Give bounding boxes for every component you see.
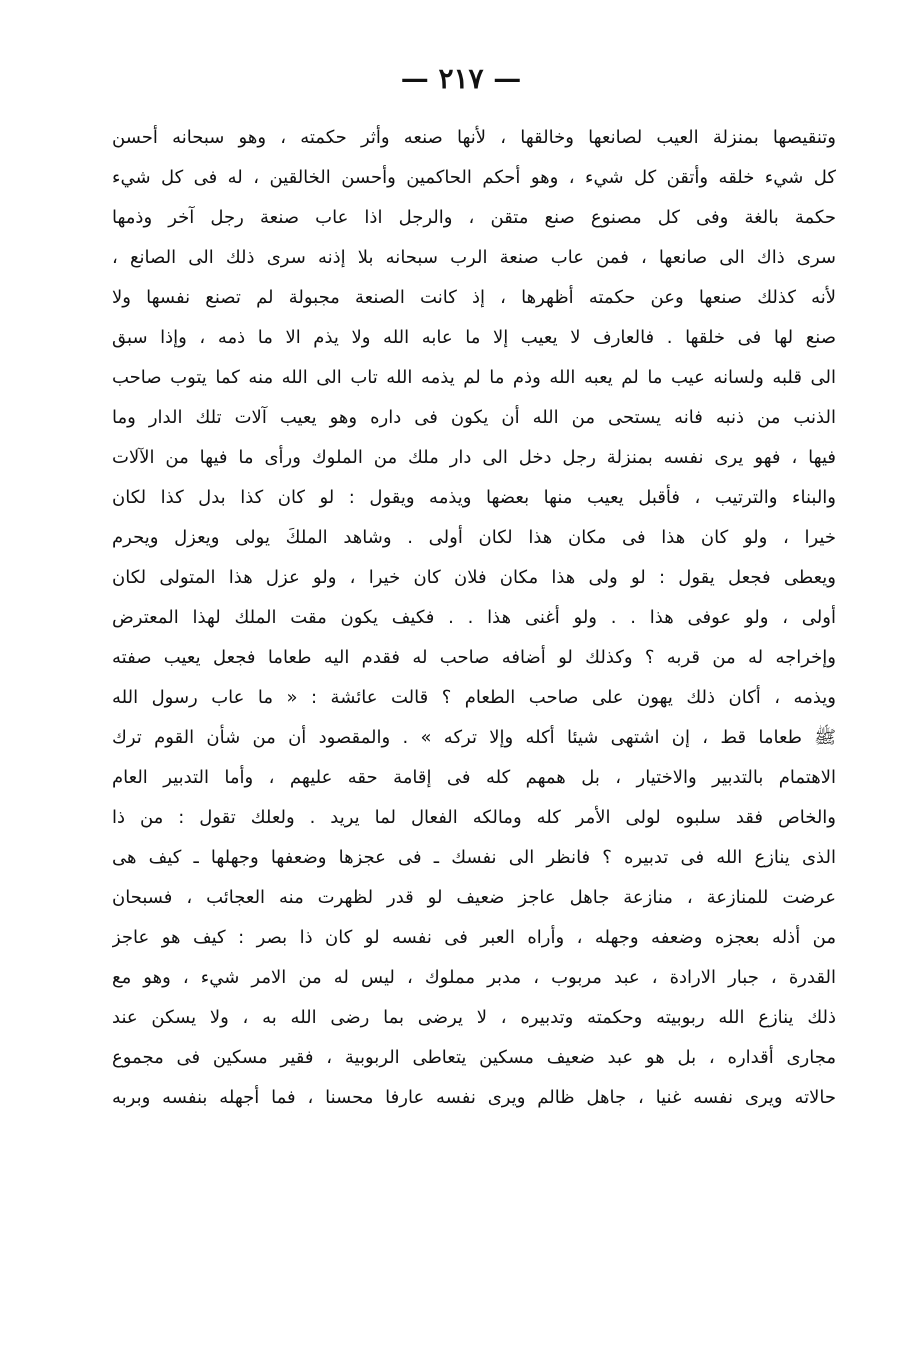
text-line: وتنقيصها بمنزلة العيب لصانعها وخالقها ، لأنها صنعه وأثر حكمته ، وهو سبحانه أحسن <box>112 127 836 148</box>
text-line: فيها ، فهو يرى نفسه بمنزلة رجل دخل الى دار ملك من الملوك ورأى ما فيها من الآلات <box>112 447 836 468</box>
text-line: الاهتمام بالتدبير والاختيار ، بل همهم كله فى إقامة حقه عليهم ، وأما التدبير العام <box>112 767 836 788</box>
text-line: الذنب من ذنبه فانه يستحى من الله أن يكون فى داره وهو يعيب آلات تلك الدار وما <box>112 407 836 428</box>
text-line: أولى ، ولو عوفى هذا . . ولو أغنى هذا . . فكيف يكون مقت الملك لهذا المعترض <box>112 607 836 628</box>
text-line: ويعطى فجعل يقول : لو ولى هذا مكان فلان كان خيرا ، ولو عزل هذا المتولى لكان <box>112 567 836 588</box>
text-line: ويذمه ، أكان ذلك يهون على صاحب الطعام ؟ قالت عائشة : « ما عاب رسول الله <box>112 687 836 708</box>
text-line: خيرا ، ولو كان هذا فى مكان هذا لكان أولى . وشاهد الملكَ يولى ويعزل ويحرم <box>112 527 836 548</box>
text-line: والبناء والترتيب ، فأقبل يعيب منها بعضها ويذمه ويقول : لو كان كذا بدل كذا لكان <box>112 487 836 508</box>
text-line: كل شيء خلقه وأتقن كل شيء ، وهو أحكم الحاكمين وأحسن الخالقين ، له فى كل شيء <box>112 167 836 188</box>
text-line: ﷺ طعاما قط ، إن اشتهى شيئا أكله وإلا تركه » . والمقصود أن من شأن القوم ترك <box>112 727 836 748</box>
body-text <box>112 118 836 1118</box>
text-line: ذلك ينازع الله ربوبيته وحكمته وتدبيره ، لا يرضى بما رضى الله به ، ولا يسكن عند <box>112 1007 836 1028</box>
text-line: عرضت للمنازعة ، منازعة جاهل عاجز ضعيف لو قدر لظهرت منه العجائب ، فسبحان <box>112 887 836 908</box>
text-line: والخاص فقد سلبوه لولى الأمر كله ومالكه الفعال لما يريد . ولعلك تقول : من ذا <box>112 807 836 828</box>
text-line: صنع لها فى خلقها . فالعارف لا يعيب إلا ما عابه الله ولا يذم الا ما ذمه ، وإذا سبق <box>112 327 836 348</box>
text-line: وإخراجه له من قربه ؟ وكذلك لو أضافه صاحب له فقدم اليه طعاما فجعل يعيب صفته <box>112 647 836 668</box>
text-line: من أذله بعجزه وضعفه وجهله ، وأراه العبر فى نفسه لو كان ذا بصر : كيف هو عاجز <box>112 927 836 948</box>
text-line: القدرة ، جبار الارادة ، عبد مربوب ، مدبر مملوك ، ليس له من الامر شيء ، وهو مع <box>112 967 836 988</box>
text-line: الذى ينازع الله فى تدبيره ؟ فانظر الى نفسك ـ فى عجزها وضعفها وجهلها ـ كيف هى <box>112 847 836 868</box>
text-line: حكمة بالغة وفى كل مصنوع صنع متقن ، والرجل اذا عاب صنعة رجل آخر وذمها <box>112 207 836 228</box>
text-line: الى قلبه ولسانه عيب ما لم يعبه الله وذم ما لم يذمه الله تاب الى الله منه كما يتوب صاحب <box>112 367 836 388</box>
text-line: حالاته ويرى نفسه غنيا ، جاهل ظالم ويرى نفسه عارفا محسنا ، فما أجهله بنفسه وبربه <box>112 1087 836 1108</box>
page-number: — ٢١٧ — <box>400 62 522 95</box>
text-line: لأنه كذلك صنعها وعن حكمته أظهرها ، إذ كانت الصنعة مجبولة لم تصنع نفسها ولا <box>112 287 836 308</box>
text-line: سرى ذاك الى صانعها ، فمن عاب صنعة الرب سبحانه بلا إذنه سرى ذلك الى الصانع ، <box>112 247 836 268</box>
text-line: مجارى أقداره ، بل هو عبد ضعيف مسكين يتعاطى الربوبية ، فقير مسكين فى مجموع <box>112 1047 836 1068</box>
